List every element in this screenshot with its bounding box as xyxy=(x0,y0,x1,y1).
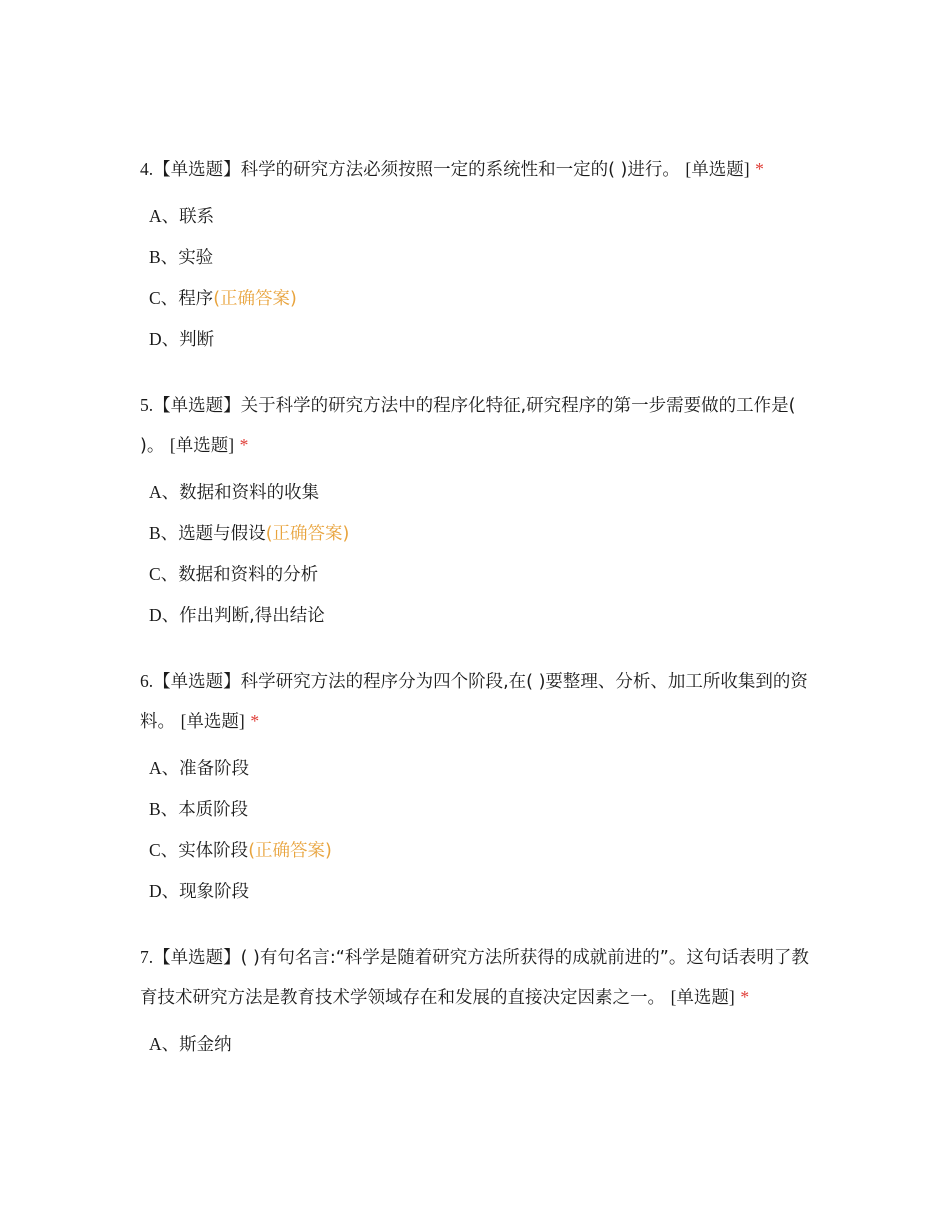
option-letter: C、 xyxy=(149,288,179,308)
option-a[interactable] xyxy=(140,196,812,237)
question-title xyxy=(140,148,812,190)
question-title xyxy=(140,936,812,1018)
question-type-tag: [单选题] xyxy=(685,159,750,179)
question-number: 4. xyxy=(140,159,154,179)
option-text: 现象阶段 xyxy=(179,882,250,902)
question-4 xyxy=(140,148,812,360)
option-text: 选题与假设 xyxy=(178,524,266,544)
option-text: 实验 xyxy=(178,248,214,268)
option-text: 程序 xyxy=(178,289,214,309)
option-text: 准备阶段 xyxy=(179,759,250,779)
correct-answer-mark: (正确答案) xyxy=(265,524,350,544)
option-letter: C、 xyxy=(149,564,179,584)
question-6 xyxy=(140,660,812,912)
question-number: 5. xyxy=(140,395,154,415)
question-text: 关于科学的研究方法中的程序化特征,研究程序的第一步需要做的工作是( )。 xyxy=(140,396,796,456)
question-type-tag: [单选题] xyxy=(180,711,245,731)
option-list xyxy=(140,748,812,912)
question-type: 【单选题】 xyxy=(153,948,241,968)
question-number: 7. xyxy=(140,947,154,967)
option-b[interactable] xyxy=(140,513,812,554)
question-type-tag: [单选题] xyxy=(670,987,735,1007)
required-asterisk: * xyxy=(250,711,260,731)
question-type: 【单选题】 xyxy=(153,672,241,692)
question-text: 科学的研究方法必须按照一定的系统性和一定的( )进行。 xyxy=(240,160,680,180)
option-letter: D、 xyxy=(149,605,180,625)
option-list xyxy=(140,1024,812,1065)
question-5 xyxy=(140,384,812,636)
question-type: 【单选题】 xyxy=(153,396,241,416)
option-text: 数据和资料的收集 xyxy=(179,483,320,503)
option-list xyxy=(140,196,812,360)
option-c[interactable] xyxy=(140,554,812,595)
option-letter: C、 xyxy=(149,840,179,860)
option-letter: B、 xyxy=(149,247,179,267)
question-type-tag: [单选题] xyxy=(169,435,235,455)
option-letter: A、 xyxy=(149,482,180,502)
option-b[interactable] xyxy=(140,789,812,830)
question-text: ( )有句名言:“科学是随着研究方法所获得的成就前进的”。这句话表明了教育技术研究方法是教育技术学领域存在和发展的直接决定因素之一。 xyxy=(140,948,809,1008)
option-letter: B、 xyxy=(149,523,179,543)
option-letter: A、 xyxy=(149,206,180,226)
option-text: 实体阶段 xyxy=(178,841,249,861)
option-text: 判断 xyxy=(179,330,215,350)
option-d[interactable] xyxy=(140,595,812,636)
question-type: 【单选题】 xyxy=(153,160,241,180)
option-letter: A、 xyxy=(149,758,180,778)
option-c[interactable] xyxy=(140,278,812,319)
option-d[interactable] xyxy=(140,871,812,912)
option-text: 作出判断,得出结论 xyxy=(179,606,325,626)
option-a[interactable] xyxy=(140,1024,812,1065)
option-letter: D、 xyxy=(149,881,180,901)
option-letter: B、 xyxy=(149,799,179,819)
required-asterisk: * xyxy=(239,435,249,455)
option-a[interactable] xyxy=(140,748,812,789)
question-text: 科学研究方法的程序分为四个阶段,在( )要整理、分析、加工所收集到的资料。 xyxy=(140,672,808,732)
option-a[interactable] xyxy=(140,472,812,513)
question-7 xyxy=(140,936,812,1065)
question-list xyxy=(140,148,812,1089)
required-asterisk: * xyxy=(740,987,750,1007)
option-b[interactable] xyxy=(140,237,812,278)
required-asterisk: * xyxy=(755,159,764,179)
question-title xyxy=(140,384,812,466)
option-letter: A、 xyxy=(149,1034,180,1054)
option-letter: D、 xyxy=(149,329,180,349)
option-text: 联系 xyxy=(179,207,215,227)
option-text: 斯金纳 xyxy=(179,1035,232,1055)
question-title xyxy=(140,660,812,742)
option-text: 本质阶段 xyxy=(178,800,249,820)
option-d[interactable] xyxy=(140,319,812,360)
correct-answer-mark: (正确答案) xyxy=(248,841,332,861)
correct-answer-mark: (正确答案) xyxy=(213,289,297,309)
option-c[interactable] xyxy=(140,830,812,871)
question-number: 6. xyxy=(140,671,154,691)
option-list xyxy=(140,472,812,636)
option-text: 数据和资料的分析 xyxy=(178,565,319,585)
